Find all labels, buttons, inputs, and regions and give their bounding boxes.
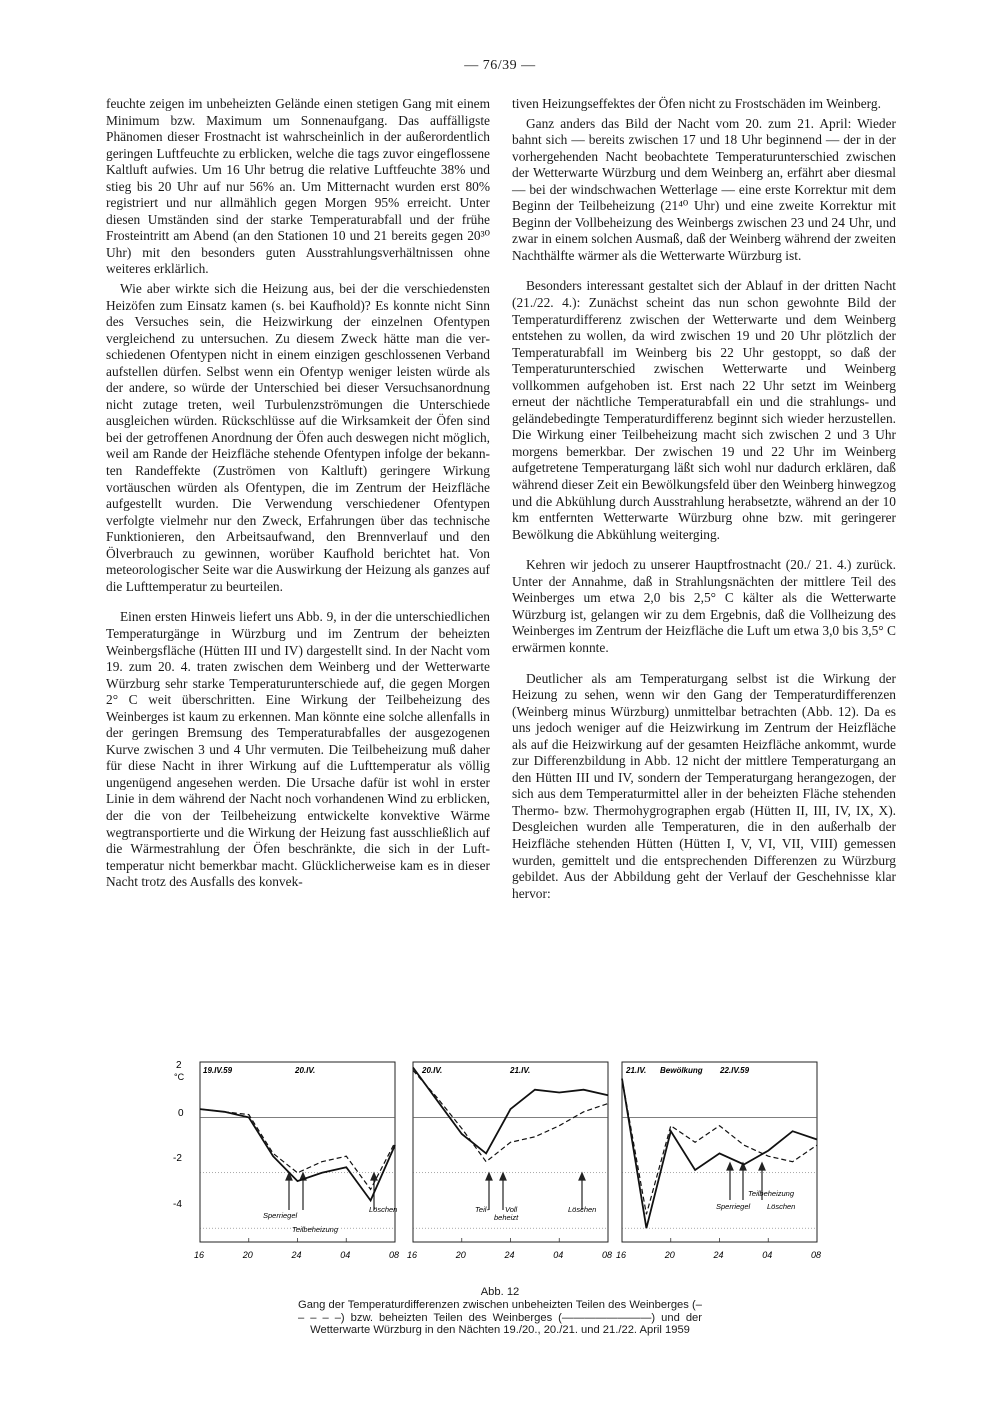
paragraph: Besonders interessant gestaltet sich der Ablauf in der dritten Nacht (21./22. 4.): Zunächst scheint das nun schon gewohnte Bild der Temperaturdifferenz zwischen der Wetterwarte und dem Weinberg entstehen zu wollen, da wird zwischen 19 und 20 Uhr plötzlich der Temperaturabfall im Weinberg bis 22 Uhr gestoppt, so daß der Temperaturunterschied zwischen Wetterwarte und Weinberg vollkommen aufgehoben ist. Erst nach 22 Uhr setzt im Weinberg erneut der nächtliche Temperaturabfall ein und die strahlungs- und geländebedingte Temperaturdifferenz beginnt sich wieder herzustellen. Die Wirkung einer Teilbeheizung macht sich zwischen 2 und 3 Uhr morgens bemerkbar. Der zwischen 19 und 22 Uhr im Weinberg aufgetretene Temperaturgang läßt sich wohl nur dadurch erklären, daß während dieser Zeit ein Bewölkungsfeld über den Weinberg hinwegzog und die Abkühlung durch Ausstrahlung herabsetzte, während an der 10 km entfernten Wetterwarte Würzburg ohne bzw. mit geringerer Bewölkung die Abkühlung weiterging. (512, 278, 896, 542)
panel-frame (200, 1062, 398, 1242)
annotation: Voll (505, 1205, 518, 1214)
series-line-unbeheizt (200, 1109, 395, 1189)
y-tick-label: 2 (176, 1060, 182, 1071)
x-tick-label: 16 (616, 1250, 627, 1260)
annotation: Teilbeheizung (292, 1225, 339, 1234)
x-tick-label: 16 (407, 1250, 418, 1260)
x-tick-label: 08 (389, 1250, 400, 1260)
series-line-beheizt (413, 1068, 608, 1154)
panel-label: 20.IV. (422, 1066, 443, 1075)
arrow-head (727, 1163, 733, 1170)
y-unit-label: °C (174, 1072, 185, 1082)
x-tick-label: 08 (602, 1250, 613, 1260)
panel-label: 22.IV.59 (720, 1066, 750, 1075)
x-tick-label: 20 (242, 1250, 253, 1260)
panel-label: 19.IV.59 (203, 1066, 233, 1075)
caption-text: Gang der Temperaturdifferenzen zwischen unbeheizten Teilen des Weinberges (– – – – –) bzw. beheizten Teilen des Weinberges (————————) und der Wetterwarte Würzburg in den Nächten 19./20., 20./21. und 21./22. April 1959 (298, 1299, 702, 1337)
y-tick-label: -4 (173, 1199, 182, 1210)
annotation: Löschen (568, 1205, 597, 1214)
arrow-head (500, 1173, 506, 1180)
paragraph: Deutlicher als am Temperaturgang selbst ist die Wirkung der Heizung zu sehen, wenn wir den Gang der Temperaturdifferenzen (Weinberg minus Würzburg) unmittelbar betrachten (Abb. 12). Da es uns jedoch weniger auf die Heizwirkung im Zentrum der Heizfläche als auf die Heizwirkung auf der gesamten Heizfläche ankommt, wurde zur Differenzbildung in Abb. 12 nicht der mittlere Temperaturgang an den Hütten III und IV, sondern der Temperaturgang herangezogen, der sich aus dem Temperaturmittel aller in der beheizten Fläche stehenden Thermo- bzw. Thermohygrographen ergab (Hütten II, III, IV, IX, X). Desgleichen wurden alle Temperaturen, die in den außerhalb der Heizfläche stehenden Hütten (Hütten I, V, VI, VII, VIII) gemessen wurden, gemittelt und die entsprechenden Differenzen zu Würzburg gebildet. Aus der Abbildung geht der Verlauf der Geschehnisse klar hervor: (512, 670, 896, 901)
panel-label: 21.IV. (510, 1066, 531, 1075)
arrow-head (371, 1173, 377, 1180)
x-tick-label: 04 (762, 1250, 773, 1260)
series-line-beheizt (200, 1109, 395, 1200)
right-column (512, 96, 896, 902)
y-tick-label: 0 (178, 1108, 184, 1119)
annotation: Teilbeheizung (748, 1189, 795, 1198)
caption-title: Abb. 12 (480, 1286, 520, 1298)
page-number: — 76/39 — (464, 58, 536, 73)
arrow-head (579, 1173, 585, 1180)
figure-abb-12 (170, 1050, 830, 1280)
figure-caption (298, 1286, 702, 1337)
panel-label: Bewölkung (660, 1066, 703, 1075)
panel-frame (622, 1062, 817, 1242)
paragraph: feuchte zeigen im unbeheizten Gelände einen stetigen Gang mit einem Minimum bzw. Maximum um Sonnenaufgang. Das auffälligste Phänomen dieser Frostnacht ist wahrscheinlich in der außerordentlich geringen Luftfeuchte zu erblicken, welche die tags zuvor eingeflossene Kaltluft aufwies. Um 16 Uhr betrug die relative Luftfeuchte 38% und stieg bis 20 Uhr auf nur 56% an. Um Mitternacht wurden erst 80% registriert und nur allmählich gegen Morgen 95% erreicht. Unter diesen Umständen sind der starke Temperaturabfall und der frühe Frosteintritt am Abend (an den Stationen 10 und 21 bereits gegen 20³⁰ Uhr) mit den besonders guten Ausstrahlungsverhältnissen ohne weiteres erklärlich. (106, 96, 490, 277)
x-tick-label: 08 (811, 1250, 822, 1260)
left-column (106, 96, 490, 891)
x-tick-label: 24 (291, 1250, 302, 1260)
x-tick-label: 20 (455, 1250, 466, 1260)
x-tick-label: 20 (664, 1250, 675, 1260)
annotation: Löschen (369, 1205, 398, 1214)
x-tick-label: 04 (340, 1250, 351, 1260)
annotation: Sperriegel (263, 1211, 298, 1220)
annotation: Sperriegel (716, 1202, 751, 1211)
arrow-head (759, 1163, 765, 1170)
annotation: Löschen (767, 1202, 796, 1211)
annotation: beheizt (494, 1213, 519, 1222)
paragraph: Kehren wir jedoch zu unserer Hauptfrostnacht (20./ 21. 4.) zurück. Unter der Annahme, daß in Strahlungsnächten der mittlere Teil des Weinberges um etwa 2,0 bis 2,5° C kälter als die Wetterwarte Würzburg ist, gelangen wir zu dem Ergebnis, daß die Vollheizung des Weinberges im Zentrum der Heizfläche die Luft um etwa 3,0 bis 3,5° C erwärmen konnte. (512, 557, 896, 655)
y-tick-label: -2 (173, 1153, 182, 1164)
x-tick-label: 24 (713, 1250, 724, 1260)
paragraph: tiven Heizungseffektes der Öfen nicht zu Frostschäden im Weinberg. (512, 96, 881, 111)
paragraph: Ganz anders das Bild der Nacht vom 20. zum 21. April: Wieder bahnt sich — bereits zwischen 17 und 18 Uhr beginnend — der in der vorhergehenden Nacht beobachtete Temperaturunterschied zwischen der Wetterwarte Würzburg und dem Weinberg an, erfährt aber diesmal — bei der windschwachen Wetterlage — eine erste Korrektur mit dem Beginn der Teilbeheizung (21⁴⁰ Uhr) und eine zweite Korrektur mit Beginn der Vollbeheizung des Weinbergs zwischen 23 und 24 Uhr, und zwar in einem solchen Ausmaß, daß der Weinberg während der zweiten Nachthälfte wärmer als die Wetterwarte Würzburg ist. (512, 115, 896, 263)
panel-label: 20.IV. (295, 1066, 316, 1075)
series-line-unbeheizt (413, 1070, 608, 1161)
paragraph: Wie aber wirkte sich die Heizung aus, bei der die verschiedensten Heizöfen zum Einsatz kamen (s. bei Kaufhold)? Es konnte nicht Sinn des Versuches sein, die Heizwirkung der einzelnen Ofentypen vergleichend zu untersuchen. Zu diesem Zweck hätte man die verschiedenen Ofentypen nicht in einem einzigen geschlossenen Verband aufstellen dürfen. Selbst wenn ein Ofentyp weniger leisten würde als der andere, so würde der Unterschied bei dieser Versuchsanordnung nicht zutage treten, weil Turbulenzströmungen die Unterschiede ausgleichen würden. Rückschlüsse auf die Wirksamkeit der Öfen sind bei der getroffenen Anordnung der Öfen auch deswegen nicht möglich, weil am Rande der Heizfläche stehende Ofentypen infolge der bekannten Randeffekte (Zuströmen von Kaltluft) geringere Wirkung vortäuschen würden als Ofentypen, die im Zentrum der Heizfläche aufgestellt wurden. Die Verwendung verschiedener Ofentypen verfolgte vielmehr nur den Zweck, Erfahrungen über das technische Funktionieren, den Arbeitsaufwand, den Brennverlauf und den Ölverbrauch zu gewinnen, worüber Kaufhold berichtet hat. Von meteorologischer Seite war die Auswirkung der Heizung als ganzes auf die Lufttemperatur zu beurteilen. (106, 281, 490, 594)
arrow-head (486, 1173, 492, 1180)
x-tick-label: 24 (504, 1250, 515, 1260)
panel-label: 21.IV. (626, 1066, 647, 1075)
x-tick-label: 04 (553, 1250, 564, 1260)
temperature-difference-chart (170, 1050, 830, 1280)
x-tick-label: 16 (194, 1250, 205, 1260)
paragraph: Einen ersten Hinweis liefert uns Abb. 9, in der die unterschiedlichen Temperaturgänge in Würzburg und im Zentrum der beheizten Weinbergsfläche (Hütten III und IV) dargestellt sind. In der Nacht vom 19. zum 20. 4. traten zwischen dem Weinberg und der Wetterwarte Würzburg sehr starke Temperaturunterschiede auf, die gegen Morgen 2° C weit überschritten. Eine Wirkung der Teilbeheizung des Weinberges ist kaum zu erkennen. Man könnte eine solche allenfalls in der geringen Bremsung des Temperaturabfalles der ausgezogenen Kurve zwischen 3 und 4 Uhr vermuten. Die Teilbeheizung muß daher für diese Nacht in ihrer Wirkung auf die Lufttemperatur als völlig ungenügend angesehen werden. Die Ursache dafür ist wohl in erster Linie in dem während der Nacht noch vorhandenen Wind zu erblicken, der die von der Teilbeheizung entwickelte konvektive Wärme wegtransportierte und die Wirkung der Heizung fast ausschließlich auf die Wärmestrahlung der Öfen beschränkte, die sich in der Lufttemperatur nicht bemerkbar macht. Glücklicherweise kam es in dieser Nacht trotz des Ausfalls des konvek- (106, 609, 490, 890)
annotation: Teil- (475, 1205, 489, 1214)
